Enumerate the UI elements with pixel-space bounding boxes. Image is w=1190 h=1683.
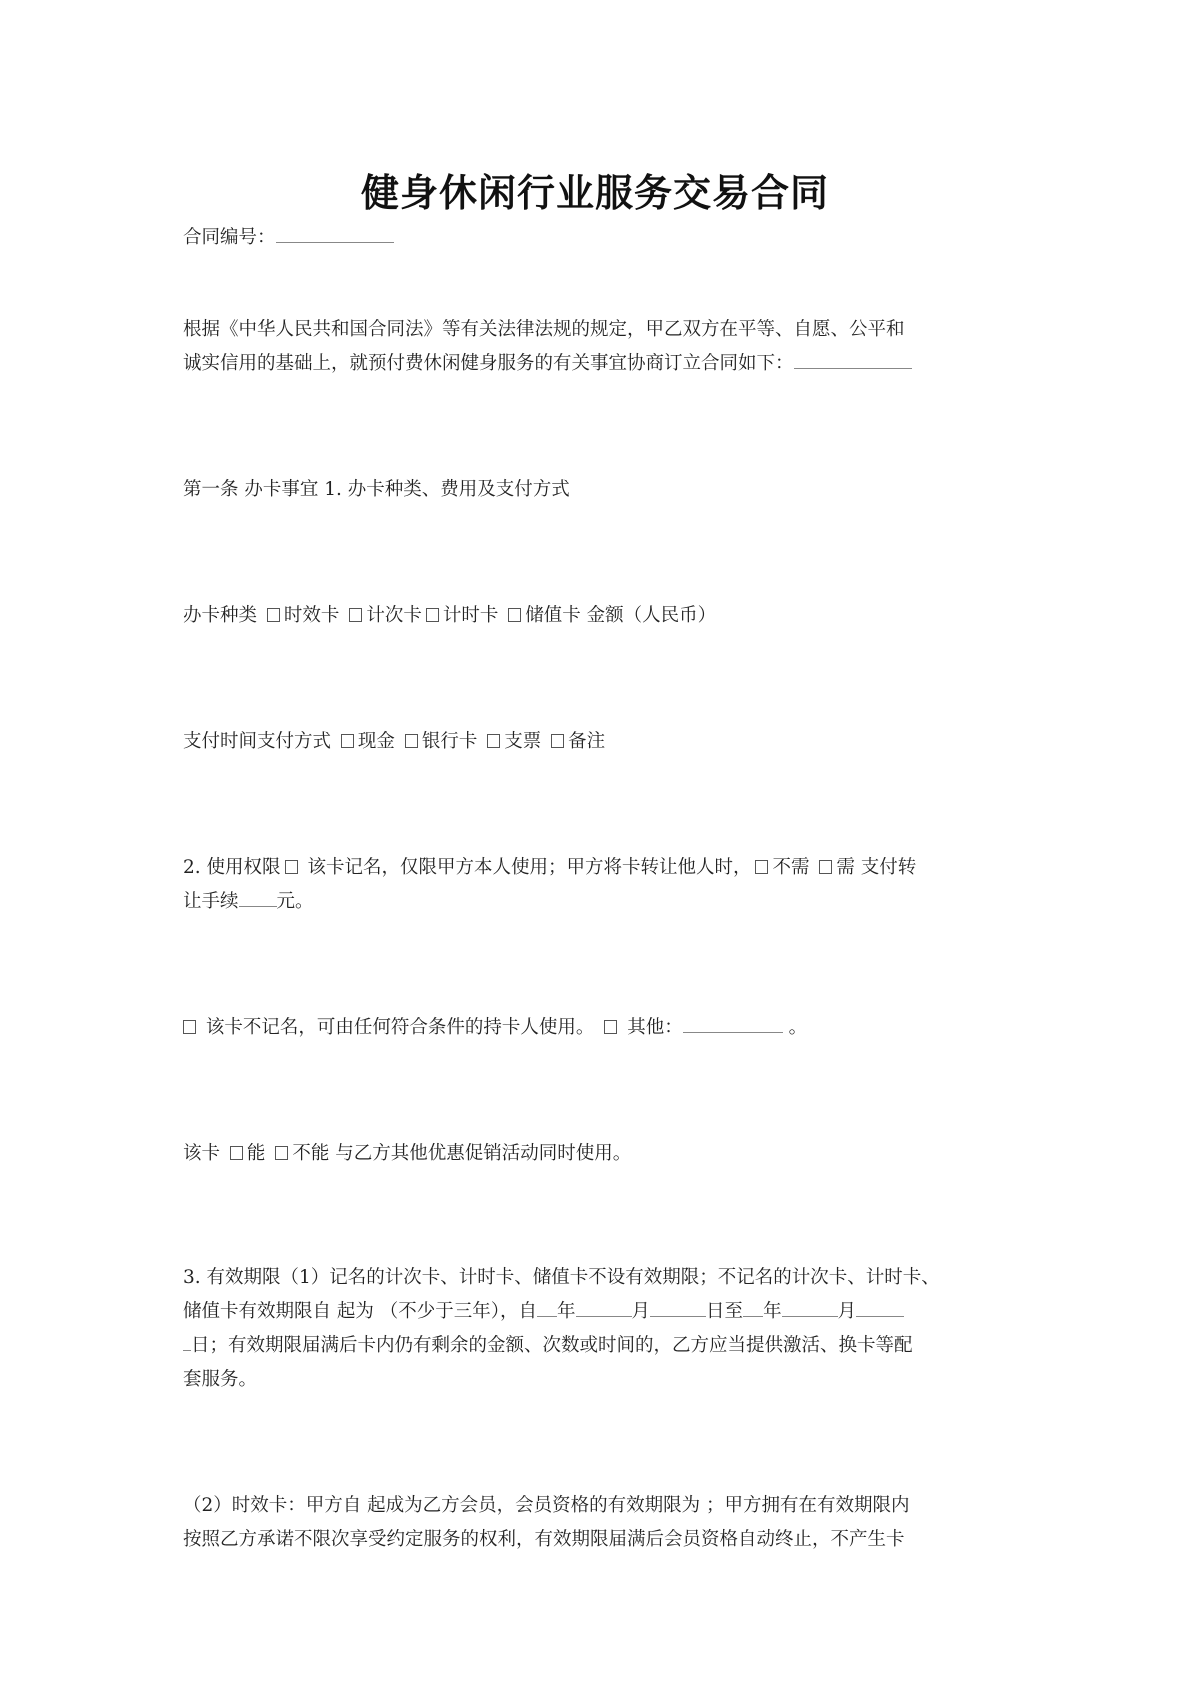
checkbox-transfer-fee-no[interactable]: [755, 860, 768, 874]
time-card-line-1: （2）时效卡：甲方自 起成为乙方会员，会员资格的有效期限为 ；甲方拥有在有效期限内: [183, 1495, 910, 1516]
checkbox-cheque[interactable]: [487, 734, 500, 748]
checkbox-anonymous-card[interactable]: [183, 1020, 196, 1034]
start-month-blank[interactable]: [576, 1298, 632, 1317]
promo-can-label: 能: [246, 1143, 266, 1164]
other-end: 。: [788, 1017, 808, 1038]
checkbox-transfer-fee-yes[interactable]: [819, 860, 832, 874]
contract-number-line: [183, 222, 1018, 254]
end-day-blank-cont[interactable]: [183, 1332, 191, 1351]
validity-text-3: 日；有效期限届满后卡内仍有剩余的金额、次数或时间的，乙方应当提供激活、换卡等配: [191, 1335, 913, 1356]
card-type-line: [183, 600, 1018, 632]
transfer-fee-no-label: 不需: [772, 857, 810, 878]
day-to-label: 日至: [706, 1301, 744, 1322]
validity-line-4: 套服务。: [183, 1369, 258, 1390]
anonymous-card-text: 该卡不记名，可由任何符合条件的持卡人使用。: [205, 1017, 595, 1038]
validity-line-1: 3. 有效期限（1）记名的计次卡、计时卡、储值卡不设有效期限；不记名的计次卡、计时卡、: [183, 1267, 940, 1288]
document-title: 健身休闲行业服务交易合同: [360, 170, 829, 215]
card-option-count: 计次卡: [366, 605, 422, 626]
validity-text: 储值卡有效期限自 起为 （不少于三年），自: [183, 1301, 538, 1322]
transfer-fee-unit: 元。: [276, 891, 314, 912]
end-day-blank[interactable]: [856, 1298, 904, 1317]
promo-prefix: 该卡: [183, 1143, 221, 1164]
card-option-hour: 计时卡: [442, 605, 499, 626]
checkbox-cash[interactable]: [341, 734, 354, 748]
contract-number-label: 合同编号：: [183, 227, 276, 248]
amount-label: 金额（人民币）: [586, 605, 717, 626]
usage-text-end: 支付转: [860, 857, 917, 878]
usage-line-1: [183, 852, 1018, 884]
transfer-fee-yes-label: 需: [836, 857, 855, 878]
promo-cannot-label: 不能: [292, 1143, 330, 1164]
preamble-text: 诚实信用的基础上，就预付费休闲健身服务的有关事宜协商订立合同如下：: [183, 353, 794, 374]
year-label: 年: [557, 1301, 576, 1322]
card-option-stored: 储值卡: [525, 605, 581, 626]
promo-suffix: 与乙方其他优惠促销活动同时使用。: [335, 1143, 632, 1164]
preamble-line-2: [183, 348, 1018, 380]
payment-option-cheque: 支票: [504, 731, 542, 752]
checkbox-promo-cannot[interactable]: [275, 1146, 288, 1160]
start-year-blank[interactable]: [537, 1298, 557, 1317]
payment-label: 支付时间支付方式: [183, 731, 332, 752]
checkbox-hour-card[interactable]: [426, 608, 439, 622]
end-year-label: 年: [763, 1301, 782, 1322]
transfer-fee-blank[interactable]: [239, 888, 277, 907]
checkbox-remarks[interactable]: [551, 734, 564, 748]
contract-number-blank[interactable]: [276, 224, 394, 243]
other-label: 其他：: [627, 1017, 683, 1038]
usage-label: 2. 使用权限: [183, 857, 281, 878]
payment-option-cash: 现金: [357, 731, 395, 752]
end-month-label: 月: [837, 1301, 857, 1322]
end-year-blank[interactable]: [743, 1298, 763, 1317]
preamble-blank[interactable]: [794, 350, 912, 369]
payment-option-bank-card: 银行卡: [421, 731, 478, 752]
month-label: 月: [631, 1301, 651, 1322]
usage-text: 该卡记名，仅限甲方本人使用；甲方将卡转让他人时，: [307, 857, 752, 878]
card-option-time: 时效卡: [283, 605, 340, 626]
usage-line-2: [183, 886, 1018, 918]
checkbox-other[interactable]: [604, 1020, 617, 1034]
start-day-blank[interactable]: [650, 1298, 706, 1317]
checkbox-stored-value-card[interactable]: [508, 608, 521, 622]
preamble-line-1: 根据《中华人民共和国合同法》等有关法律法规的规定，甲乙双方在平等、自愿、公平和: [183, 319, 905, 340]
validity-line-3: [183, 1330, 1018, 1362]
other-blank[interactable]: [683, 1014, 783, 1033]
checkbox-count-card[interactable]: [349, 608, 362, 622]
checkbox-bank-card[interactable]: [405, 734, 418, 748]
payment-line: [183, 726, 1018, 758]
payment-option-remarks: 备注: [568, 731, 606, 752]
checkbox-named-card[interactable]: [285, 860, 298, 874]
validity-line-2: [183, 1296, 1018, 1328]
article-1-heading: 第一条 办卡事宜 1. 办卡种类、费用及支付方式: [183, 479, 570, 500]
checkbox-time-card[interactable]: [267, 608, 280, 622]
card-type-label: 办卡种类: [183, 605, 258, 626]
end-month-blank[interactable]: [782, 1298, 838, 1317]
checkbox-promo-can[interactable]: [230, 1146, 243, 1160]
promo-line: [183, 1138, 1018, 1170]
time-card-line-2: 按照乙方承诺不限次享受约定服务的权利，有效期限届满后会员资格自动终止，不产生卡: [183, 1529, 905, 1550]
transfer-fee-label: 让手续: [183, 891, 239, 912]
anonymous-card-line: [183, 1012, 1018, 1044]
